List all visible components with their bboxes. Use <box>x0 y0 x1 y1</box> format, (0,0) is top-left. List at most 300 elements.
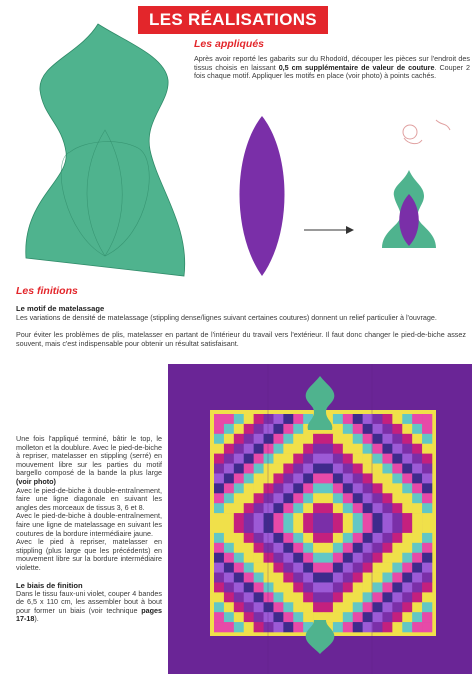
bargello-patch <box>303 523 313 533</box>
bargello-patch <box>382 493 392 503</box>
bargello-patch <box>313 573 323 583</box>
bargello-patch <box>392 573 402 583</box>
bargello-patch <box>363 533 373 543</box>
biais-end: ). <box>34 614 39 624</box>
bargello-patch <box>353 523 363 533</box>
bargello-patch <box>313 444 323 454</box>
bargello-patch <box>214 444 224 454</box>
assembled-motif <box>374 166 444 252</box>
bargello-patch <box>382 622 392 632</box>
bargello-patch <box>382 473 392 483</box>
bargello-patch <box>363 582 373 592</box>
bargello-patch <box>333 622 343 632</box>
bargello-patch <box>214 622 224 632</box>
bargello-patch <box>382 444 392 454</box>
bargello-patch <box>402 573 412 583</box>
bargello-patch <box>214 464 224 474</box>
bargello-patch <box>373 553 383 563</box>
bargello-patch <box>224 602 234 612</box>
bargello-patch <box>382 582 392 592</box>
bargello-patch <box>422 543 432 553</box>
bargello-patch <box>283 493 293 503</box>
bargello-patch <box>273 434 283 444</box>
bargello-patch <box>293 434 303 444</box>
bargello-patch <box>293 592 303 602</box>
bargello-patch <box>273 513 283 523</box>
bargello-patch <box>323 563 333 573</box>
bargello-patch <box>343 434 353 444</box>
bargello-patch <box>392 602 402 612</box>
bargello-patch <box>373 513 383 523</box>
bargello-patch <box>313 513 323 523</box>
bargello-patch <box>422 553 432 563</box>
bargello-patch <box>293 573 303 583</box>
bargello-patch <box>254 424 264 434</box>
bargello-patch <box>254 454 264 464</box>
bargello-patch <box>323 483 333 493</box>
bargello-patch <box>382 424 392 434</box>
bargello-patch <box>303 473 313 483</box>
bargello-patch <box>254 434 264 444</box>
bargello-patch <box>234 563 244 573</box>
bargello-patch <box>343 503 353 513</box>
bargello-patch <box>283 464 293 474</box>
bargello-patch <box>303 602 313 612</box>
step-3: Avec le pied-de-biche à double-entraînement, faire une ligne de matelassage en suivant les coutures de la bordure intermédiaire jaune. <box>16 511 162 538</box>
bargello-patch <box>303 464 313 474</box>
bargello-patch <box>402 424 412 434</box>
bargello-patch <box>214 414 224 424</box>
bargello-patch <box>363 503 373 513</box>
bargello-patch <box>224 424 234 434</box>
bargello-patch <box>293 533 303 543</box>
step-1-text: Une fois l'appliqué terminé, bâtir le top, le molleton et la doublure. Avec le pied-de-biche à repriser, matelasser en stippling (serré) en mouvement libre sur les parties du motif bargello composé de la bande la plus large <box>16 434 162 478</box>
bargello-patch <box>333 444 343 454</box>
bargello-patch <box>224 503 234 513</box>
bargello-patch <box>422 473 432 483</box>
bargello-patch <box>214 602 224 612</box>
bargello-patch <box>402 454 412 464</box>
bargello-patch <box>293 473 303 483</box>
bargello-patch <box>333 464 343 474</box>
bargello-patch <box>353 592 363 602</box>
bargello-patch <box>343 464 353 474</box>
bargello-patch <box>273 444 283 454</box>
bargello-patch <box>353 464 363 474</box>
bargello-patch <box>273 493 283 503</box>
bargello-patch <box>234 414 244 424</box>
bargello-patch <box>293 493 303 503</box>
bargello-patch <box>254 602 264 612</box>
bargello-patch <box>392 434 402 444</box>
bargello-patch <box>392 582 402 592</box>
bargello-patch <box>323 503 333 513</box>
purple-leaf-template <box>228 114 296 278</box>
bargello-patch <box>234 543 244 553</box>
bargello-patch <box>323 582 333 592</box>
bargello-patch <box>313 602 323 612</box>
bargello-patch <box>392 473 402 483</box>
bargello-patch <box>264 444 274 454</box>
bargello-patch <box>392 493 402 503</box>
bargello-patch <box>402 553 412 563</box>
bargello-patch <box>244 573 254 583</box>
bargello-patch <box>214 563 224 573</box>
bargello-patch <box>402 464 412 474</box>
large-applique-template <box>10 20 210 282</box>
bargello-patch <box>373 414 383 424</box>
bargello-patch <box>343 523 353 533</box>
bargello-patch <box>392 543 402 553</box>
bargello-patch <box>244 612 254 622</box>
bargello-patch <box>234 424 244 434</box>
bargello-patch <box>313 473 323 483</box>
bargello-patch <box>382 612 392 622</box>
bargello-patch <box>264 553 274 563</box>
bargello-patch <box>422 444 432 454</box>
motif-paragraph-2: Pour éviter les problèmes de plis, matelasser en partant de l'intérieur du travail vers l'extérieur. Il faut donc changer le pied-de-biche assez souvent, mais c'est indispensable pour obtenir un résultat satisfaisant. <box>16 330 466 348</box>
bargello-patch <box>244 592 254 602</box>
bargello-patch <box>313 503 323 513</box>
bargello-patch <box>353 414 363 424</box>
bargello-patch <box>234 493 244 503</box>
bargello-patch <box>323 533 333 543</box>
bargello-patch <box>333 414 343 424</box>
bargello-patch <box>244 424 254 434</box>
bargello-patch <box>264 602 274 612</box>
bargello-patch <box>382 592 392 602</box>
step-4: Avec le pied à repriser, matelasser en stippling (plus large que les précédents) en mouvement libre sur la bordure intermédiaire violette. <box>16 537 162 572</box>
bargello-patch <box>303 454 313 464</box>
bargello-patch <box>422 563 432 573</box>
step-1-bold: (voir photo) <box>16 476 56 486</box>
motif-heading: Le motif de matelassage <box>16 304 105 313</box>
bargello-patch <box>244 533 254 543</box>
bargello-patch <box>283 523 293 533</box>
bargello-patch <box>264 483 274 493</box>
bargello-patch <box>373 563 383 573</box>
bargello-patch <box>234 612 244 622</box>
bargello-patch <box>293 543 303 553</box>
bargello-patch <box>343 533 353 543</box>
bargello-patch <box>333 582 343 592</box>
bargello-patch <box>333 473 343 483</box>
bargello-patch <box>283 473 293 483</box>
bargello-patch <box>382 513 392 523</box>
bargello-patch <box>363 464 373 474</box>
bargello-patch <box>412 533 422 543</box>
bargello-patch <box>273 473 283 483</box>
bargello-patch <box>323 523 333 533</box>
bargello-patch <box>353 434 363 444</box>
bargello-patch <box>264 414 274 424</box>
bargello-patch <box>363 612 373 622</box>
bargello-patch <box>422 513 432 523</box>
bargello-patch <box>392 592 402 602</box>
bargello-patch <box>392 483 402 493</box>
bargello-patch <box>254 612 264 622</box>
bargello-patch <box>402 513 412 523</box>
bargello-patch <box>214 493 224 503</box>
bargello-patch <box>273 563 283 573</box>
bargello-patch <box>303 573 313 583</box>
bargello-patch <box>382 523 392 533</box>
bargello-patch <box>303 553 313 563</box>
bargello-patch <box>373 592 383 602</box>
bargello-patch <box>412 424 422 434</box>
bargello-patch <box>283 622 293 632</box>
bargello-patch <box>283 543 293 553</box>
bargello-patch <box>264 513 274 523</box>
bargello-patch <box>422 573 432 583</box>
bargello-patch <box>343 612 353 622</box>
bargello-patch <box>293 464 303 474</box>
bargello-patch <box>363 592 373 602</box>
bargello-patch <box>333 573 343 583</box>
bargello-patch <box>293 602 303 612</box>
bargello-patch <box>382 454 392 464</box>
section-banner: LES RÉALISATIONS <box>138 6 328 34</box>
bargello-patch <box>373 434 383 444</box>
bargello-patch <box>264 592 274 602</box>
arrow-icon <box>302 224 356 236</box>
bargello-patch <box>392 622 402 632</box>
bargello-patch <box>293 414 303 424</box>
bargello-patch <box>382 414 392 424</box>
bargello-patch <box>402 483 412 493</box>
bargello-patch <box>422 424 432 434</box>
bargello-patch <box>323 592 333 602</box>
bargello-patch <box>224 454 234 464</box>
bargello-patch <box>224 622 234 632</box>
bargello-patch <box>422 503 432 513</box>
bargello-patch <box>303 612 313 622</box>
bargello-patch <box>283 533 293 543</box>
bargello-patch <box>224 473 234 483</box>
bargello-patch <box>254 543 264 553</box>
bargello-patch <box>244 563 254 573</box>
bargello-patch <box>283 582 293 592</box>
bargello-patch <box>234 454 244 464</box>
bargello-patch <box>323 543 333 553</box>
bargello-patch <box>234 464 244 474</box>
bargello-patch <box>214 513 224 523</box>
bargello-patch <box>353 473 363 483</box>
bargello-patch <box>254 553 264 563</box>
bargello-patch <box>264 563 274 573</box>
bargello-patch <box>412 582 422 592</box>
bargello-patch <box>363 444 373 454</box>
bargello-patch <box>303 493 313 503</box>
bargello-patch <box>412 473 422 483</box>
bargello-patch <box>422 602 432 612</box>
bargello-patch <box>353 424 363 434</box>
bargello-patch <box>283 424 293 434</box>
bargello-patch <box>382 573 392 583</box>
bargello-patch <box>264 503 274 513</box>
bargello-patch <box>283 553 293 563</box>
bargello-patch <box>273 523 283 533</box>
bargello-patch <box>382 543 392 553</box>
sketch-illustration <box>392 114 462 154</box>
bargello-patch <box>273 612 283 622</box>
bargello-patch <box>353 483 363 493</box>
bargello-patch <box>353 612 363 622</box>
bargello-patch <box>214 573 224 583</box>
bargello-patch <box>273 602 283 612</box>
bargello-patch <box>382 483 392 493</box>
bargello-patch <box>353 563 363 573</box>
bargello-patch <box>392 503 402 513</box>
bargello-patch <box>323 464 333 474</box>
bargello-patch <box>234 503 244 513</box>
bargello-patch <box>402 414 412 424</box>
bargello-patch <box>392 414 402 424</box>
appliques-title: Les appliqués <box>194 38 265 50</box>
bargello-patch <box>343 424 353 434</box>
bargello-patch <box>303 543 313 553</box>
bargello-patch <box>422 592 432 602</box>
bargello-patch <box>343 444 353 454</box>
finitions-title: Les finitions <box>16 285 78 297</box>
bargello-patch <box>412 464 422 474</box>
bargello-patch <box>412 553 422 563</box>
bargello-patch <box>412 612 422 622</box>
bargello-patch <box>224 493 234 503</box>
bargello-patch <box>323 553 333 563</box>
bargello-patch <box>293 612 303 622</box>
bargello-patch <box>303 434 313 444</box>
bargello-patch <box>323 573 333 583</box>
bargello-patch <box>422 582 432 592</box>
bargello-patch <box>333 483 343 493</box>
motif-paragraph-1: Les variations de densité de matelassage (stippling dense/lignes suivant certaines coutures) donnent un relief particulier à l'ouvrage. <box>16 313 437 322</box>
bargello-patch <box>313 454 323 464</box>
bargello-patch <box>244 503 254 513</box>
bargello-patch <box>273 414 283 424</box>
bargello-patch <box>402 543 412 553</box>
bargello-patch <box>373 622 383 632</box>
biais-paragraph <box>16 590 162 624</box>
bargello-patch <box>224 612 234 622</box>
bargello-patch <box>293 563 303 573</box>
bargello-patch <box>224 464 234 474</box>
bargello-patch <box>254 513 264 523</box>
bargello-patch <box>323 444 333 454</box>
bargello-patch <box>313 592 323 602</box>
bargello-patch <box>343 483 353 493</box>
bargello-patch <box>412 513 422 523</box>
bargello-patch <box>264 622 274 632</box>
bargello-patch <box>264 533 274 543</box>
bargello-patch <box>214 483 224 493</box>
bargello-patch <box>273 454 283 464</box>
bargello-patch <box>283 434 293 444</box>
bargello-patch <box>382 464 392 474</box>
bargello-patch <box>214 543 224 553</box>
bargello-patch <box>412 444 422 454</box>
bargello-patch <box>254 414 264 424</box>
bargello-patch <box>373 573 383 583</box>
bargello-patch <box>402 533 412 543</box>
bargello-patch <box>254 622 264 632</box>
bargello-patch <box>373 612 383 622</box>
bargello-patch <box>283 513 293 523</box>
steps-column <box>16 435 162 624</box>
bargello-patch <box>234 523 244 533</box>
biais-pages: pages 17-18 <box>16 605 162 624</box>
biais-heading: Le biais de finition <box>16 580 83 590</box>
bargello-patch <box>293 523 303 533</box>
bargello-patch <box>264 454 274 464</box>
bargello-patch <box>412 602 422 612</box>
bargello-patch <box>353 444 363 454</box>
bargello-patch <box>343 553 353 563</box>
bargello-patch <box>224 592 234 602</box>
bargello-patch <box>214 582 224 592</box>
bargello-patch <box>363 573 373 583</box>
bargello-patch <box>353 553 363 563</box>
bargello-patch <box>333 602 343 612</box>
bargello-patch <box>244 622 254 632</box>
bargello-patch <box>392 444 402 454</box>
bargello-patch <box>273 424 283 434</box>
bargello-patch <box>422 414 432 424</box>
bargello-patch <box>333 493 343 503</box>
bargello-patch <box>402 582 412 592</box>
bargello-patch <box>254 592 264 602</box>
bargello-patch <box>392 424 402 434</box>
bargello-patch <box>313 464 323 474</box>
bargello-patch <box>244 473 254 483</box>
bargello-patch <box>283 592 293 602</box>
step-2: Avec le pied-de-biche à double-entraînement, faire une ligne diagonale en suivant les angles des morceaux de tissus 3, 6 et 8. <box>16 485 162 512</box>
bargello-patch <box>254 444 264 454</box>
bargello-patch <box>244 582 254 592</box>
bargello-patch <box>382 553 392 563</box>
bargello-patch <box>244 543 254 553</box>
bargello-patch <box>254 464 264 474</box>
bargello-patch <box>234 602 244 612</box>
bargello-patch <box>264 493 274 503</box>
bargello-patch <box>214 533 224 543</box>
bargello-patch <box>402 622 412 632</box>
bargello-patch <box>273 464 283 474</box>
bargello-patch <box>264 434 274 444</box>
bargello-patch <box>264 473 274 483</box>
bargello-patch <box>363 454 373 464</box>
bargello-patch <box>392 513 402 523</box>
bargello-patch <box>422 483 432 493</box>
bargello-patch <box>214 553 224 563</box>
bargello-patch <box>283 414 293 424</box>
bargello-patch <box>392 454 402 464</box>
bargello-patch <box>313 553 323 563</box>
bargello-patch <box>422 454 432 464</box>
bargello-patch <box>343 473 353 483</box>
bargello-patch <box>293 454 303 464</box>
bargello-patch <box>244 483 254 493</box>
bargello-patch <box>333 563 343 573</box>
bargello-patch <box>363 622 373 632</box>
bargello-patch <box>273 582 283 592</box>
bargello-patch <box>412 592 422 602</box>
bargello-patch <box>303 563 313 573</box>
appliques-paragraph <box>194 55 470 81</box>
bargello-patch <box>283 573 293 583</box>
bargello-patch <box>343 573 353 583</box>
bargello-patch <box>353 493 363 503</box>
